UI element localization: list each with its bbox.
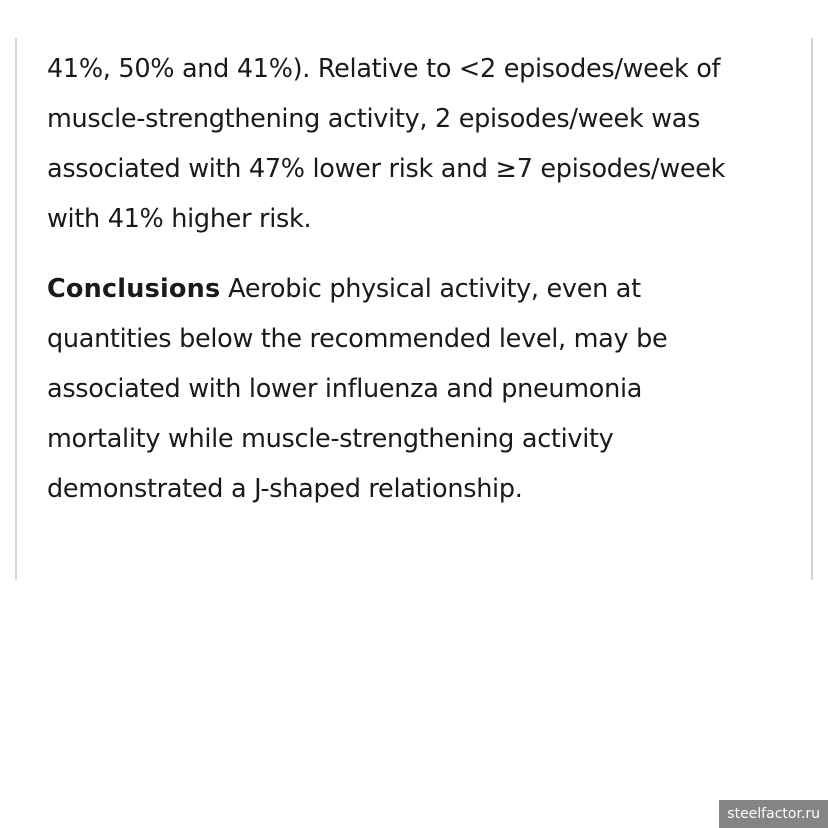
results-paragraph: [47, 44, 782, 244]
results-line: associated with 47% lower risk and ≥7 episodes/week: [47, 154, 726, 184]
conclusions-heading: Conclusions: [47, 274, 221, 304]
fade-gradient: [0, 590, 828, 828]
conclusions-line: mortality while muscle-strengthening activity: [47, 424, 614, 454]
abstract-box-right-border: [811, 38, 813, 580]
conclusions-paragraph: [47, 264, 782, 514]
watermark: [719, 800, 828, 828]
abstract-box-left-border: [15, 38, 17, 580]
conclusions-line: demonstrated a J-shaped relationship.: [47, 474, 523, 504]
abstract-content: [47, 44, 782, 514]
results-line: with 41% higher risk.: [47, 204, 312, 234]
watermark-text: steelfactor.ru: [727, 806, 820, 822]
conclusions-line: associated with lower influenza and pneumonia: [47, 374, 643, 404]
conclusions-line: quantities below the recommended level, may be: [47, 324, 668, 354]
results-line: 41%, 50% and 41%). Relative to <2 episodes/week of: [47, 54, 721, 84]
conclusions-line: Aerobic physical activity, even at: [220, 274, 641, 304]
faded-hidden-content: [47, 560, 782, 574]
results-line: muscle-strengthening activity, 2 episodes/week was: [47, 104, 701, 134]
